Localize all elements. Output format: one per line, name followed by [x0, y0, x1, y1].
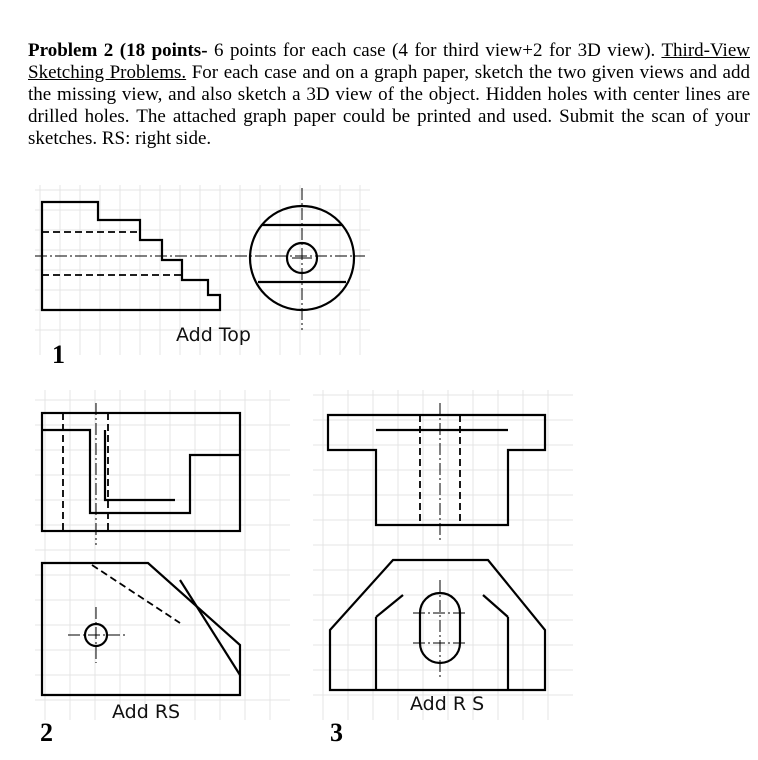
problem-body: For each case and on a graph paper, sketch the two given views and add the missing view, and also sketch a 3D view of the object. Hidden holes with center lines are drilled holes. The attached graph paper could be printed and used. Submit the scan of your sketches. RS: right side. [28, 62, 750, 149]
case-2-top-view-inner [105, 430, 175, 500]
case-3-front-chamfer-left [376, 595, 403, 617]
case-1-instruction: Add Top [176, 324, 251, 346]
case-1-drawing [30, 180, 375, 360]
case-2-grid [35, 390, 290, 720]
case-3-front-chamfer-right [483, 595, 508, 617]
problem-intro: 6 points for each case (4 for third view+2 for 3D view). [207, 40, 662, 61]
case-3-instruction: Add R S [410, 693, 485, 715]
case-2-instruction: Add RS [112, 701, 181, 723]
problem-statement [28, 40, 750, 150]
case-2-drawing [30, 385, 295, 725]
case-2-front-hidden-diagonal [92, 565, 180, 623]
case-2-number: 2 [40, 718, 53, 747]
case-1-number: 1 [52, 340, 65, 369]
case-3-drawing [308, 385, 578, 725]
problem-label: Problem 2 (18 points- [28, 40, 208, 61]
case-3-number: 3 [330, 718, 343, 747]
case-3-grid [313, 390, 573, 720]
problem-title: Third-View Sketching Problems. [28, 40, 750, 83]
case-2-front-diagonal [180, 580, 240, 675]
